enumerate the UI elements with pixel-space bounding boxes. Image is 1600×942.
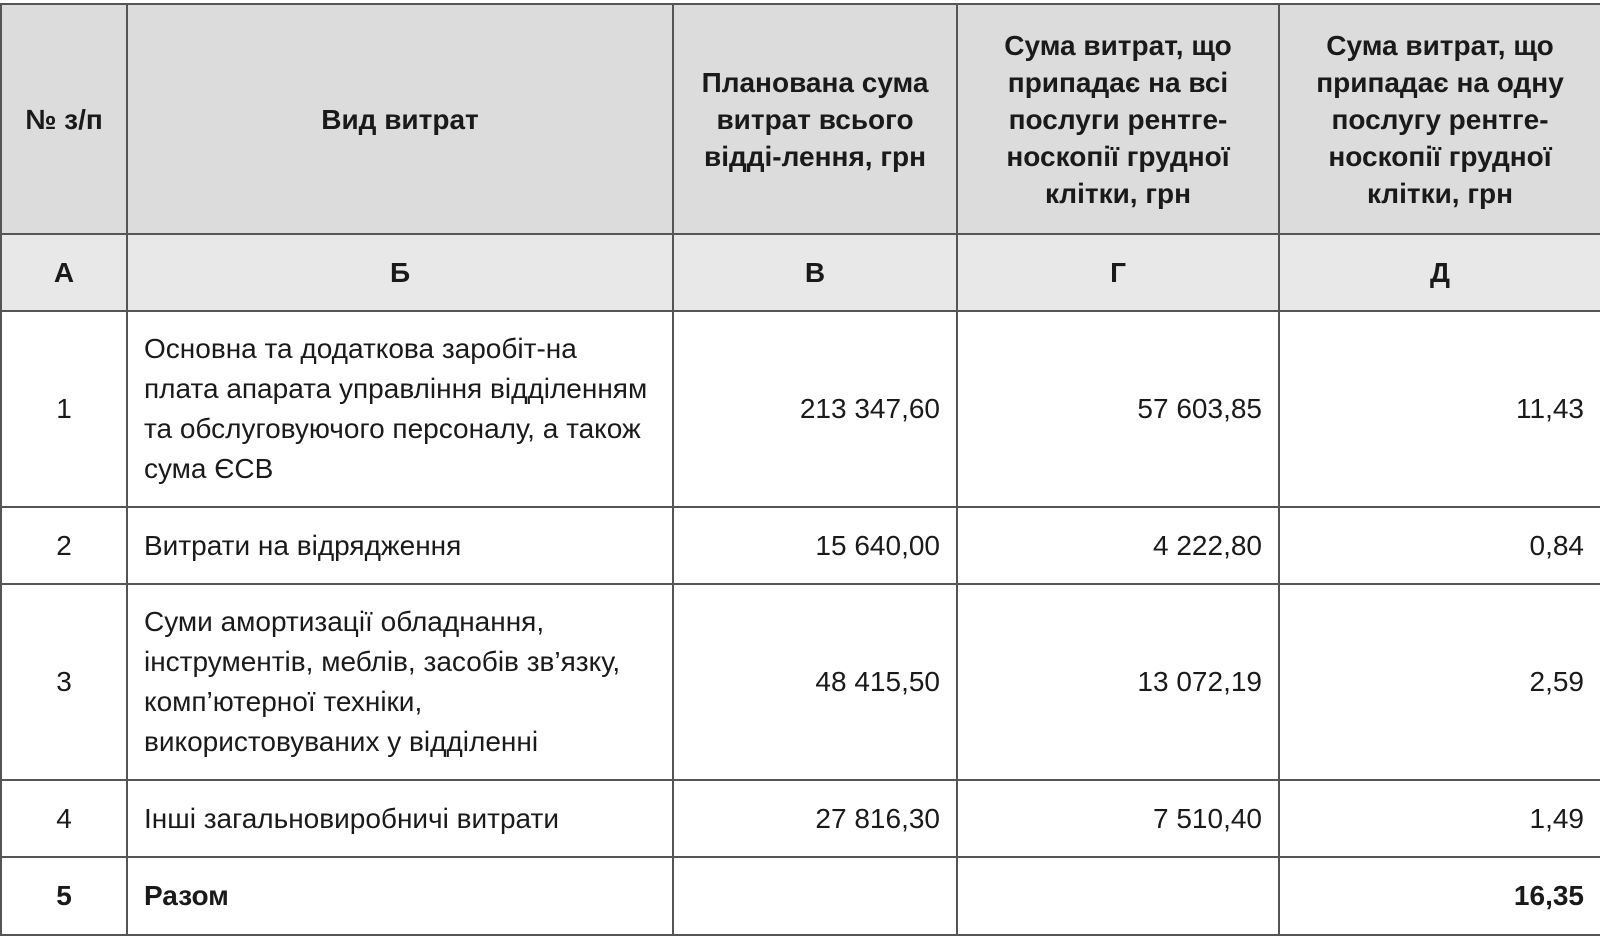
- row-number: 1: [1, 311, 127, 507]
- row-all-services-sum: 4 222,80: [957, 507, 1279, 584]
- row-number: 4: [1, 780, 127, 857]
- table-row: [1, 507, 1600, 584]
- column-letter: Д: [1279, 234, 1600, 311]
- column-letter: Г: [957, 234, 1279, 311]
- header-row: [1, 4, 1600, 234]
- row-expense-type: Суми амортизації обладнання, інструментів, меблів, засобів зв’язку, комп’ютерної техніки, використовуваних у відділенні: [127, 584, 673, 780]
- row-planned-sum: 48 415,50: [673, 584, 957, 780]
- column-letters-row: [1, 234, 1600, 311]
- total-row: [1, 857, 1600, 935]
- total-label: Разом: [127, 857, 673, 935]
- row-one-service-sum: 1,49: [1279, 780, 1600, 857]
- row-planned-sum: 27 816,30: [673, 780, 957, 857]
- row-expense-type: Інші загальновиробничі витрати: [127, 780, 673, 857]
- column-letter: Б: [127, 234, 673, 311]
- table-row: [1, 780, 1600, 857]
- table-row: [1, 311, 1600, 507]
- header-one-service-sum: Сума витрат, що припадає на одну послугу рентге-носкопії грудної клітки, грн: [1279, 4, 1600, 234]
- row-one-service-sum: 0,84: [1279, 507, 1600, 584]
- row-all-services-sum: 13 072,19: [957, 584, 1279, 780]
- total-planned-sum: [673, 857, 957, 935]
- total-number: 5: [1, 857, 127, 935]
- column-letter: А: [1, 234, 127, 311]
- header-planned-sum: Планована сума витрат всього відді-лення, грн: [673, 4, 957, 234]
- header-expense-type: Вид витрат: [127, 4, 673, 234]
- row-all-services-sum: 7 510,40: [957, 780, 1279, 857]
- row-one-service-sum: 11,43: [1279, 311, 1600, 507]
- row-planned-sum: 213 347,60: [673, 311, 957, 507]
- total-all-services-sum: [957, 857, 1279, 935]
- row-expense-type: Витрати на відрядження: [127, 507, 673, 584]
- row-one-service-sum: 2,59: [1279, 584, 1600, 780]
- header-number: № з/п: [1, 4, 127, 234]
- header-all-services-sum: Сума витрат, що припадає на всі послуги рентге-носкопії грудної клітки, грн: [957, 4, 1279, 234]
- table-row: [1, 584, 1600, 780]
- row-expense-type: Основна та додаткова заробіт-на плата апарата управління відділенням та обслуговуючого персоналу, а також сума ЄСВ: [127, 311, 673, 507]
- row-all-services-sum: 57 603,85: [957, 311, 1279, 507]
- row-planned-sum: 15 640,00: [673, 507, 957, 584]
- total-one-service-sum: 16,35: [1279, 857, 1600, 935]
- row-number: 2: [1, 507, 127, 584]
- cost-table: [0, 3, 1600, 936]
- column-letter: В: [673, 234, 957, 311]
- row-number: 3: [1, 584, 127, 780]
